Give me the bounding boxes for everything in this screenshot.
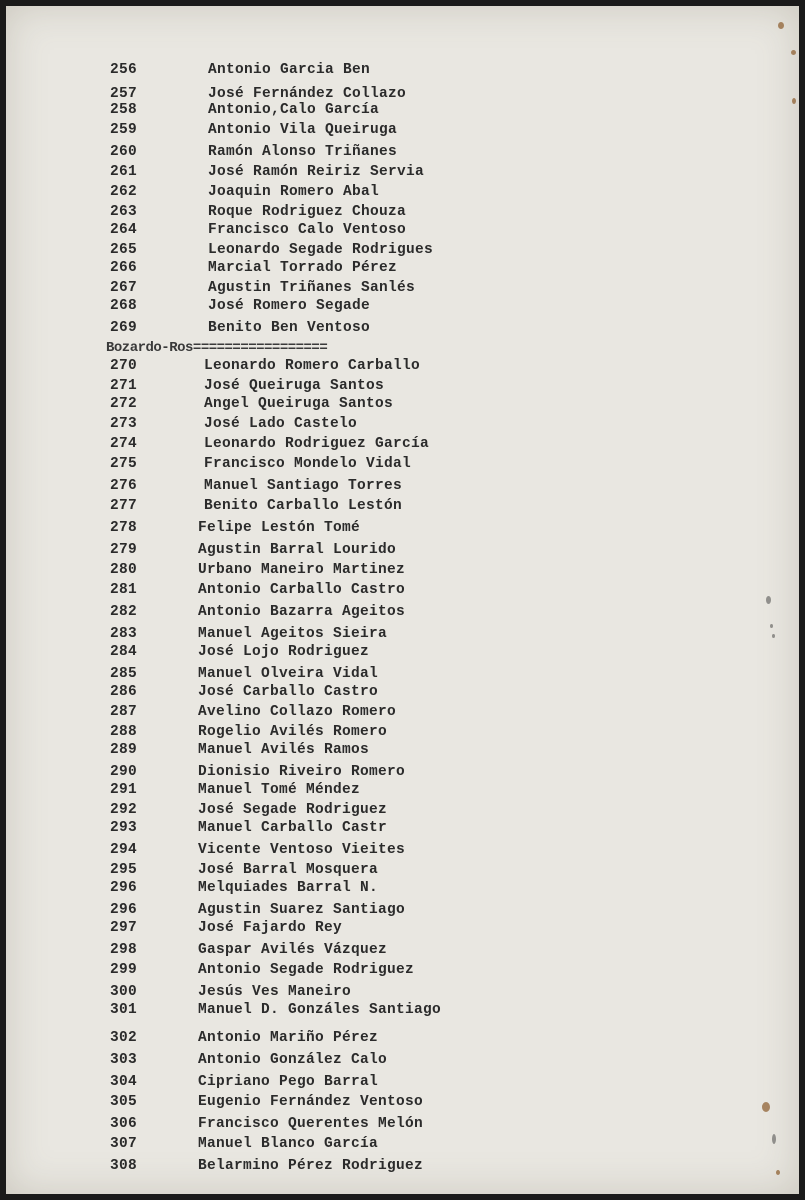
list-item	[6, 378, 799, 398]
list-item	[6, 666, 799, 686]
entry-number: 276	[110, 478, 138, 494]
entry-name: Leonardo Segade Rodrigues	[208, 242, 434, 258]
entry-name: Felipe Lestón Tomé	[198, 520, 361, 536]
entry-number: 300	[110, 984, 138, 1000]
list-item	[6, 802, 799, 822]
list-item	[6, 902, 799, 922]
list-item	[6, 962, 799, 982]
list-item	[6, 478, 799, 498]
entry-name: Avelino Collazo Romero	[198, 704, 397, 720]
list-item	[6, 280, 799, 300]
entry-number: 261	[110, 164, 138, 180]
entry-name: Manuel D. Gonzáles Santiago	[198, 1002, 442, 1018]
list-item	[6, 498, 799, 518]
entry-number: 288	[110, 724, 138, 740]
entry-name: Cipriano Pego Barral	[198, 1074, 379, 1090]
entry-name: Gaspar Avilés Vázquez	[198, 942, 388, 958]
entry-name: Benito Carballo Lestón	[204, 498, 403, 514]
entry-number: 256	[110, 62, 138, 78]
list-item	[6, 1094, 799, 1114]
entry-number: 257	[110, 86, 138, 102]
entry-name: Francisco Mondelo Vidal	[204, 456, 412, 472]
entry-name: Manuel Avilés Ramos	[198, 742, 370, 758]
entry-name: Melquiades Barral N.	[198, 880, 379, 896]
list-item	[6, 782, 799, 802]
entry-name: José Lado Castelo	[204, 416, 358, 432]
paper-stain	[772, 634, 775, 638]
entry-number: 280	[110, 562, 138, 578]
entry-number: 298	[110, 942, 138, 958]
entry-number: 278	[110, 520, 138, 536]
entry-name: Rogelio Avilés Romero	[198, 724, 388, 740]
list-item	[6, 436, 799, 456]
paper-stain	[778, 22, 784, 29]
entry-number: 260	[110, 144, 138, 160]
entry-number: 296	[110, 902, 138, 918]
entry-number: 275	[110, 456, 138, 472]
typed-document-page	[6, 6, 799, 1194]
entry-name: José Segade Rodriguez	[198, 802, 388, 818]
entry-name: José Carballo Castro	[198, 684, 379, 700]
list-item	[6, 1136, 799, 1156]
list-item	[6, 62, 799, 82]
entry-name: Angel Queiruga Santos	[204, 396, 394, 412]
entry-name: Antonio Garcia Ben	[208, 62, 371, 78]
entry-number: 293	[110, 820, 138, 836]
list-item	[6, 242, 799, 262]
entry-number: 287	[110, 704, 138, 720]
list-item	[6, 684, 799, 704]
paper-stain	[770, 624, 773, 628]
list-item	[6, 184, 799, 204]
entry-number: 295	[110, 862, 138, 878]
entry-name: Joaquin Romero Abal	[208, 184, 380, 200]
entry-number: 268	[110, 298, 138, 314]
entry-number: 279	[110, 542, 138, 558]
entry-number: 265	[110, 242, 138, 258]
list-item	[6, 1002, 799, 1022]
entry-name: Agustin Barral Lourido	[198, 542, 397, 558]
entry-name: Antonio Carballo Castro	[198, 582, 406, 598]
paper-stain	[766, 596, 771, 604]
list-item	[6, 644, 799, 664]
entry-number: 284	[110, 644, 138, 660]
paper-stain	[772, 1134, 776, 1144]
list-item	[6, 1158, 799, 1178]
entry-name: Belarmino Pérez Rodriguez	[198, 1158, 424, 1174]
entry-number: 267	[110, 280, 138, 296]
list-item	[6, 1030, 799, 1050]
entry-name: José Fajardo Rey	[198, 920, 343, 936]
entry-number: 302	[110, 1030, 138, 1046]
entry-number: 286	[110, 684, 138, 700]
entry-name: Urbano Maneiro Martinez	[198, 562, 406, 578]
entry-name: José Romero Segade	[208, 298, 371, 314]
entry-name: José Lojo Rodriguez	[198, 644, 370, 660]
entry-name: Antonio Mariño Pérez	[198, 1030, 379, 1046]
list-item	[6, 820, 799, 840]
list-item	[6, 144, 799, 164]
entry-number: 294	[110, 842, 138, 858]
paper-stain	[792, 98, 796, 104]
entry-number: 263	[110, 204, 138, 220]
entry-name: Roque Rodriguez Chouza	[208, 204, 407, 220]
entry-number: 299	[110, 962, 138, 978]
entry-name: Leonardo Romero Carballo	[204, 358, 421, 374]
entry-name: Antonio,Calo García	[208, 102, 380, 118]
entry-number: 308	[110, 1158, 138, 1174]
entry-number: 292	[110, 802, 138, 818]
entry-number: 273	[110, 416, 138, 432]
list-item	[6, 842, 799, 862]
entry-number: 301	[110, 1002, 138, 1018]
entry-number: 259	[110, 122, 138, 138]
entry-number: 307	[110, 1136, 138, 1152]
entry-number: 282	[110, 604, 138, 620]
entry-name: Antonio Segade Rodriguez	[198, 962, 415, 978]
list-item	[6, 942, 799, 962]
entry-number: 306	[110, 1116, 138, 1132]
list-item	[6, 562, 799, 582]
list-item	[6, 764, 799, 784]
entry-name: Agustin Triñanes Sanlés	[208, 280, 416, 296]
list-item	[6, 204, 799, 224]
entry-name: José Queiruga Santos	[204, 378, 385, 394]
paper-stain	[776, 1170, 780, 1175]
entry-number: 304	[110, 1074, 138, 1090]
list-item	[6, 102, 799, 122]
list-item	[6, 164, 799, 184]
entry-number: 283	[110, 626, 138, 642]
list-item	[6, 880, 799, 900]
entry-name: José Barral Mosquera	[198, 862, 379, 878]
entry-name: Marcial Torrado Pérez	[208, 260, 398, 276]
list-item	[6, 604, 799, 624]
entry-name: Dionisio Riveiro Romero	[198, 764, 406, 780]
list-item	[6, 416, 799, 436]
list-item	[6, 1052, 799, 1072]
list-item	[6, 742, 799, 762]
entry-name: Benito Ben Ventoso	[208, 320, 371, 336]
entry-name: Vicente Ventoso Vieites	[198, 842, 406, 858]
entry-name: Manuel Carballo Castr	[198, 820, 388, 836]
entry-number: 290	[110, 764, 138, 780]
list-item	[6, 456, 799, 476]
entry-number: 274	[110, 436, 138, 452]
entry-name: Manuel Blanco García	[198, 1136, 379, 1152]
list-item	[6, 122, 799, 142]
entry-number: 271	[110, 378, 138, 394]
entry-number: 296	[110, 880, 138, 896]
entry-name: José Ramón Reiriz Servia	[208, 164, 425, 180]
list-item	[6, 358, 799, 378]
entry-name: Antonio Vila Queiruga	[208, 122, 398, 138]
list-item	[6, 984, 799, 1004]
list-item	[6, 260, 799, 280]
list-item	[6, 298, 799, 318]
entry-name: Manuel Olveira Vidal	[198, 666, 379, 682]
entry-number: 291	[110, 782, 138, 798]
entry-name: Francisco Querentes Melón	[198, 1116, 424, 1132]
list-item	[6, 320, 799, 340]
list-item	[6, 862, 799, 882]
entry-number: 269	[110, 320, 138, 336]
list-item	[6, 920, 799, 940]
list-item	[6, 520, 799, 540]
list-item	[6, 724, 799, 744]
entry-name: Manuel Tomé Méndez	[198, 782, 361, 798]
entry-name: Antonio González Calo	[198, 1052, 388, 1068]
entry-name: José Fernández Collazo	[208, 86, 407, 102]
entry-number: 297	[110, 920, 138, 936]
paper-stain	[762, 1102, 770, 1112]
list-item	[6, 626, 799, 646]
entry-number: 281	[110, 582, 138, 598]
entry-number: 262	[110, 184, 138, 200]
list-item	[6, 1074, 799, 1094]
entry-number: 272	[110, 396, 138, 412]
entry-name: Leonardo Rodriguez García	[204, 436, 430, 452]
entry-number: 285	[110, 666, 138, 682]
entry-name: Eugenio Fernández Ventoso	[198, 1094, 424, 1110]
list-item	[6, 582, 799, 602]
entry-name: Ramón Alonso Triñanes	[208, 144, 398, 160]
entry-number: 305	[110, 1094, 138, 1110]
entry-number: 270	[110, 358, 138, 374]
strikeout-line: Bozardo-Ros=================	[106, 340, 328, 356]
list-item	[6, 222, 799, 242]
entry-name: Manuel Ageitos Sieira	[198, 626, 388, 642]
entry-number: 264	[110, 222, 138, 238]
list-item	[6, 396, 799, 416]
entry-name: Antonio Bazarra Ageitos	[198, 604, 406, 620]
entry-name: Francisco Calo Ventoso	[208, 222, 407, 238]
entry-number: 266	[110, 260, 138, 276]
entry-number: 289	[110, 742, 138, 758]
entry-number: 258	[110, 102, 138, 118]
entry-name: Jesús Ves Maneiro	[198, 984, 352, 1000]
paper-stain	[791, 50, 796, 55]
entry-number: 277	[110, 498, 138, 514]
list-item	[6, 1116, 799, 1136]
list-item	[6, 542, 799, 562]
entry-name: Manuel Santiago Torres	[204, 478, 403, 494]
entry-name: Agustin Suarez Santiago	[198, 902, 406, 918]
entry-number: 303	[110, 1052, 138, 1068]
list-item	[6, 704, 799, 724]
